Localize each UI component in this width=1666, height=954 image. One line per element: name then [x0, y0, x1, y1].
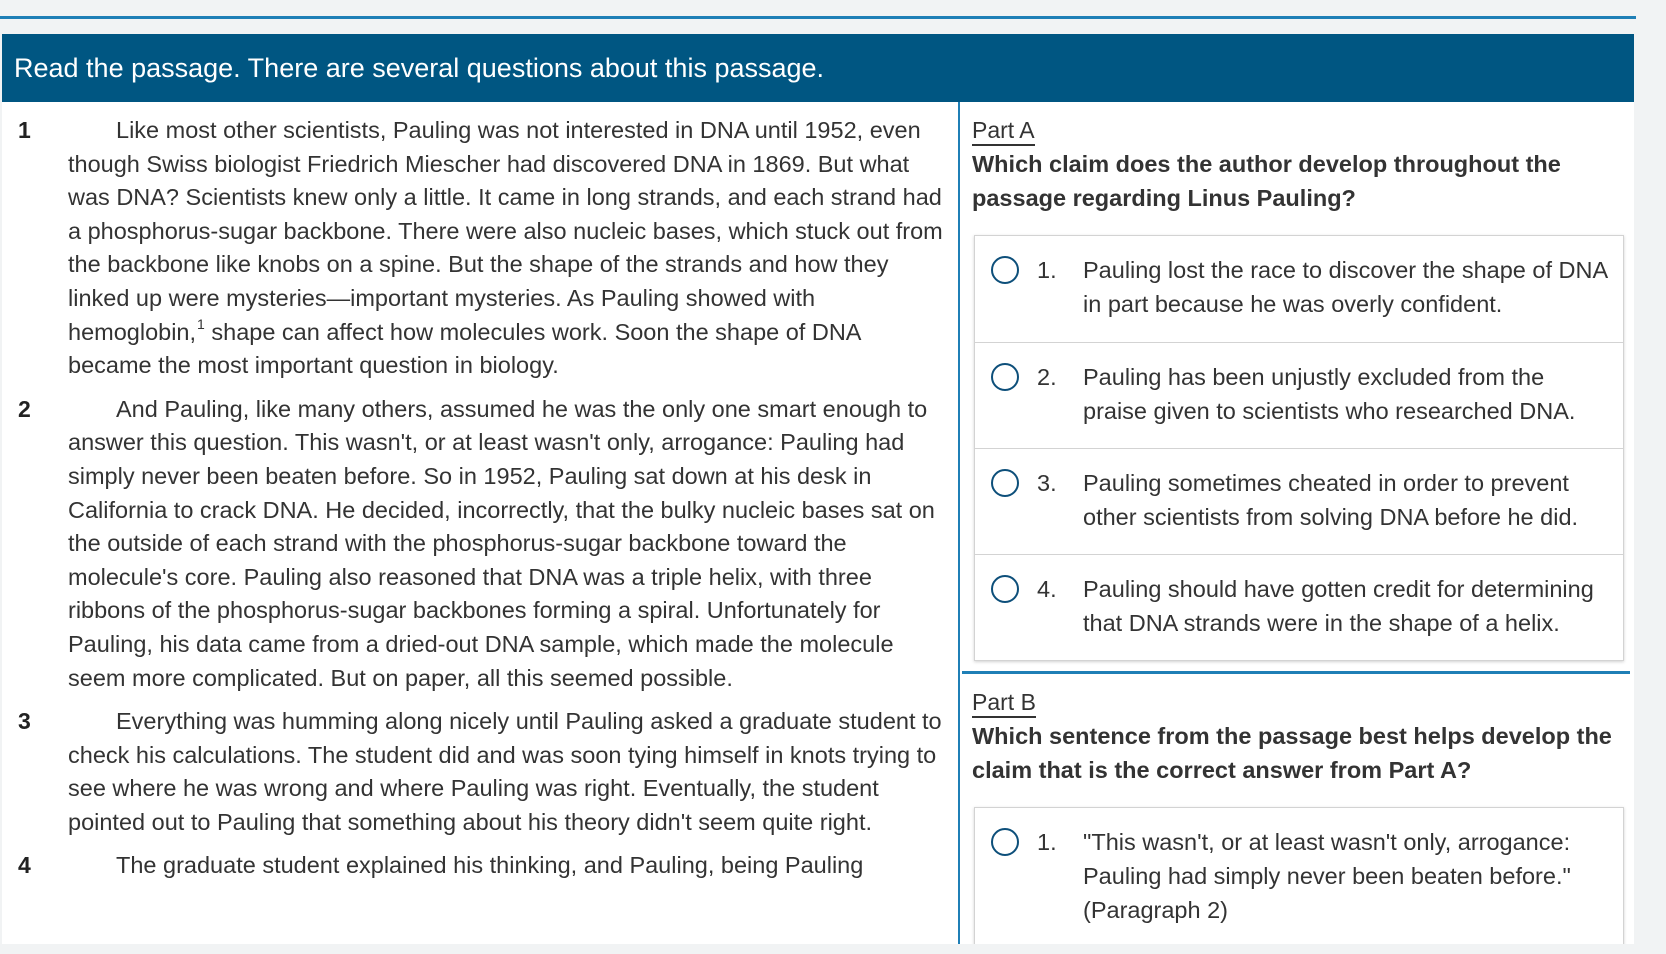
- questions-pane[interactable]: [962, 102, 1634, 944]
- radio-button[interactable]: [991, 363, 1019, 391]
- choice-number: 1.: [1037, 829, 1057, 856]
- choice-text: Pauling should have gotten credit for determining that DNA strands were in the shape of a helix.: [1083, 576, 1594, 636]
- choice-text: Pauling sometimes cheated in order to prevent other scientists from solving DNA before he did.: [1083, 470, 1579, 530]
- part-a-label: Part A: [972, 116, 1035, 146]
- part-a: [962, 102, 1634, 215]
- paragraph-number: 3: [18, 708, 31, 735]
- paragraph-text: The graduate student explained his thinking, and Pauling, being Pauling: [116, 852, 864, 879]
- part-b-question: Which sentence from the passage best helps develop the claim that is the correct answer from Part A?: [972, 723, 1612, 783]
- footnote-marker[interactable]: 1: [197, 315, 205, 332]
- paragraph-4: [2, 849, 958, 883]
- choice-text: "This wasn't, or at least wasn't only, arrogance: Pauling had simply never been beaten before." (Paragraph 2): [1083, 829, 1571, 923]
- part-b-choice-1[interactable]: [975, 808, 1623, 944]
- choice-number: 3.: [1037, 470, 1057, 497]
- part-a-choice-1[interactable]: [975, 236, 1623, 342]
- choice-number: 1.: [1037, 257, 1057, 284]
- paragraph-text: Like most other scientists, Pauling was not interested in DNA until 1952, even though Swiss biologist Friedrich Miescher had discovered DNA in 1869. But what was DNA? Scientists knew only a little. It came in long strands, and each strand had a phosphorus-sugar backbone. There were also nucleic bases, which stuck out from the backbone like knobs on a spine. But the shape of the strands and how they linked up were mysteries—important mysteries. As Pauling showed with hemoglobin,: [68, 117, 943, 345]
- paragraph-text: shape can affect how molecules work. Soon the shape of DNA became the most important question in biology.: [68, 318, 861, 379]
- part-b-label: Part B: [972, 688, 1036, 718]
- top-accent-line: [0, 16, 1636, 19]
- choice-number: 2.: [1037, 364, 1057, 391]
- choice-number: 4.: [1037, 576, 1057, 603]
- paragraph-number: 4: [18, 852, 31, 879]
- choice-text: Pauling has been unjustly excluded from the praise given to scientists who researched DNA.: [1083, 364, 1576, 424]
- part-a-choice-2[interactable]: [975, 342, 1623, 448]
- choice-text: Pauling lost the race to discover the shape of DNA in part because he was overly confident.: [1083, 257, 1607, 317]
- part-a-choice-3[interactable]: [975, 448, 1623, 554]
- part-a-choice-4[interactable]: [975, 554, 1623, 660]
- radio-button[interactable]: [991, 256, 1019, 284]
- paragraph-number: 2: [18, 395, 31, 422]
- paragraph-1: [2, 114, 958, 383]
- part-a-question: Which claim does the author develop throughout the passage regarding Linus Pauling?: [972, 151, 1561, 211]
- paragraph-text: And Pauling, like many others, assumed he was the only one smart enough to answer this question. This wasn't, or at least wasn't only, arrogance: Pauling had simply never been beaten before. So in 1952, Pauling sat down at his desk in California to crack DNA. He decided, incorrectly, that the bulky nucleic bases sat on the outside of each strand with the phosphorus-sugar backbone toward the molecule's core. Pauling also reasoned that DNA was a triple helix, with three ribbons of the phosphorus-sugar backbones forming a spiral. Unfortunately for Pauling, his data came from a dried-out DNA sample, which made the molecule seem more complicated. But on paper, all this seemed possible.: [68, 395, 935, 691]
- paragraph-text: Everything was humming along nicely until Pauling asked a graduate student to check his calculations. The student did and was soon tying himself in knots trying to see where he was wrong and where Pauling was right. Eventually, the student pointed out to Pauling that something about his theory didn't seem quite right.: [68, 708, 942, 835]
- radio-button[interactable]: [991, 828, 1019, 856]
- passage-pane[interactable]: [2, 102, 960, 944]
- part-b-choices: [974, 807, 1624, 944]
- assessment-card: [2, 34, 1634, 944]
- radio-button[interactable]: [991, 575, 1019, 603]
- instructions-banner: Read the passage. There are several questions about this passage.: [2, 34, 1634, 102]
- radio-button[interactable]: [991, 469, 1019, 497]
- part-b: [962, 674, 1634, 787]
- paragraph-3: [2, 705, 958, 839]
- paragraph-2: [2, 393, 958, 695]
- part-a-choices: [974, 235, 1624, 661]
- paragraph-number: 1: [18, 117, 31, 143]
